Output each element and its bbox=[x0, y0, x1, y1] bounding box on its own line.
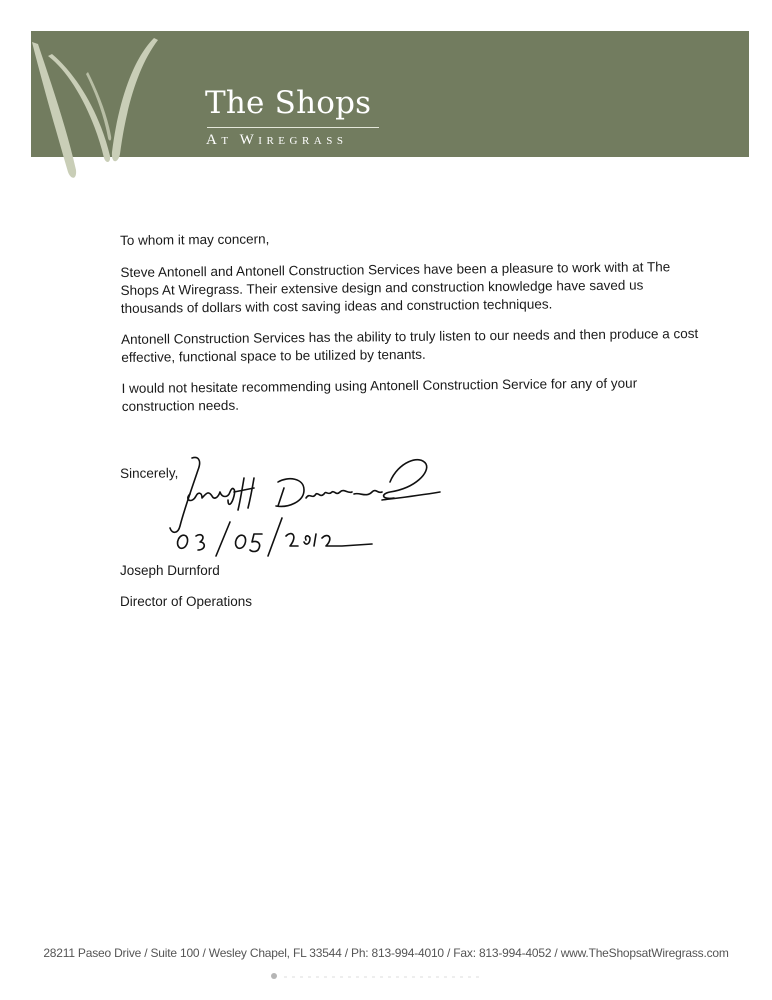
brand-subtitle-initial-a: A bbox=[206, 132, 222, 148]
paragraph-1: Steve Antonell and Antonell Construction Services have been a pleasure to work with at The Shops At Wiregrass. Their extensive design and construction knowledge have saved us thousands of dollars with cost saving ideas and construction techniques. bbox=[120, 259, 671, 316]
brand-subtitle-part-w: IREGRASS bbox=[258, 135, 348, 147]
signer-name: Joseph Durnford bbox=[120, 563, 220, 578]
closing: Sincerely, bbox=[120, 465, 179, 481]
wiregrass-w-logo-icon bbox=[28, 34, 178, 184]
signer-title: Director of Operations bbox=[120, 594, 253, 609]
paragraph-3: I would not hesitate recommending using Antonell Construction Service for any of your construction needs. bbox=[121, 375, 638, 414]
brand-subtitle-initial-w: W bbox=[239, 132, 259, 148]
handwritten-signature bbox=[158, 448, 448, 558]
brand-subtitle bbox=[206, 132, 347, 149]
footer-address: 28211 Paseo Drive / Suite 100 / Wesley Chapel, FL 33544 / Ph: 813-994-4010 / Fax: 813-994-4052 / www.TheShopsatWiregrass.com bbox=[43, 946, 729, 960]
paragraph-2: Antonell Construction Services has the ability to truly listen to our needs and then produce a cost effective, functional space to be utilized by tenants. bbox=[121, 325, 699, 365]
brand-divider bbox=[207, 127, 379, 128]
salutation: To whom it may concern, bbox=[120, 231, 270, 248]
scan-artifact bbox=[270, 972, 490, 980]
brand-subtitle-part-a: T bbox=[221, 135, 240, 147]
letter-body bbox=[120, 226, 702, 429]
brand-name: The Shops bbox=[205, 85, 372, 121]
